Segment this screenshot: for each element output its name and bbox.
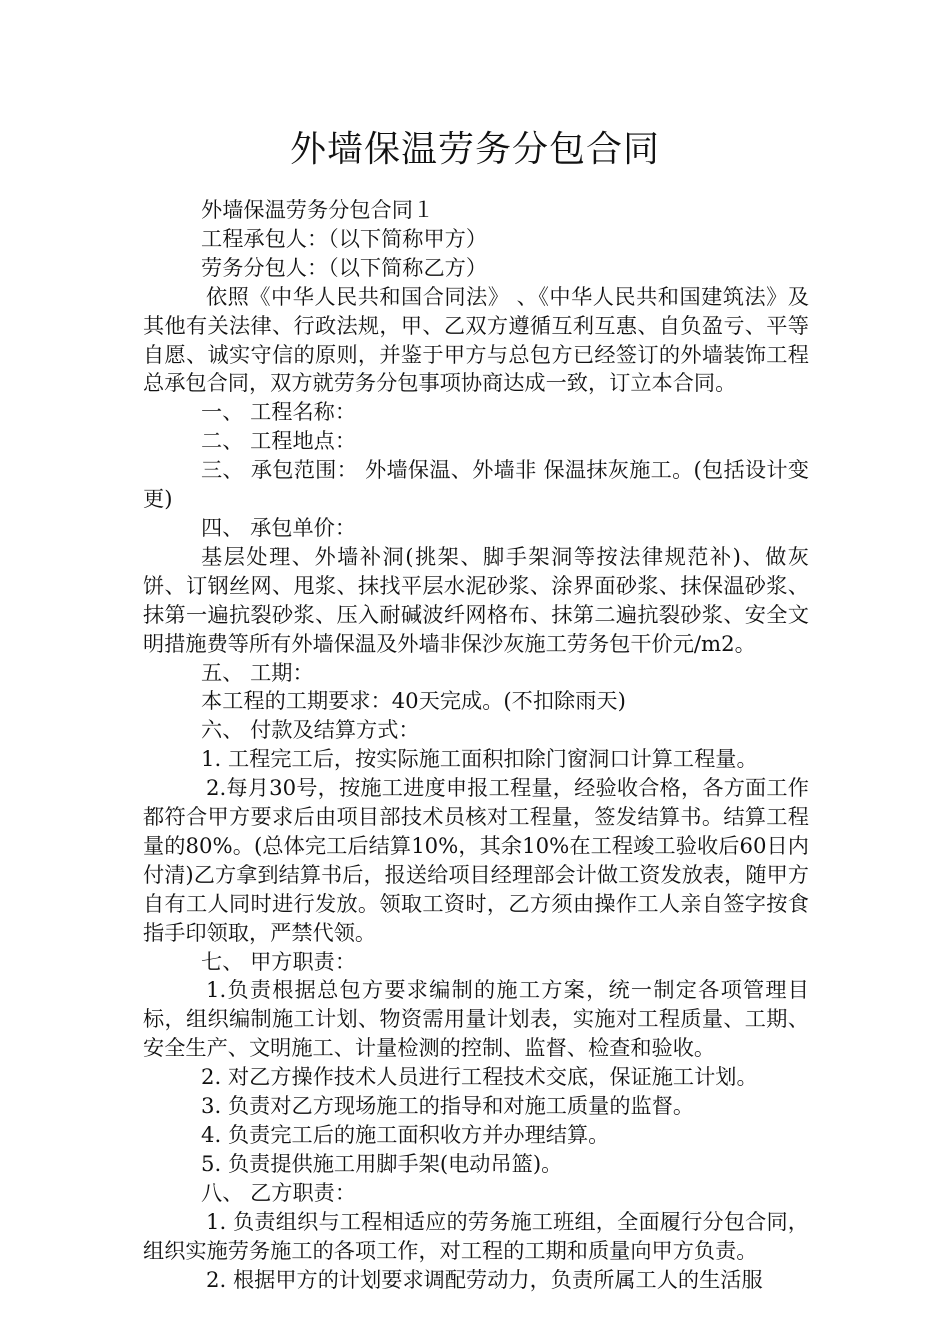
list-item-party-a-5: 5. 负责提供施工用脚手架(电动吊篮)。 (201, 1150, 563, 1176)
section-heading-5: 五、 工期： (201, 659, 314, 685)
list-item-payment-1: 1. 工程完工后，按实际施工面积扣除门窗洞口计算工程量。 (201, 746, 758, 772)
list-item-party-a-2: 2. 对乙方操作技术人员进行工程技术交底，保证施工计划。 (201, 1064, 758, 1090)
paragraph-contractor: 工程承包人：（以下简称甲方） (201, 225, 488, 251)
section-heading-6: 六、 付款及结算方式： (201, 717, 420, 743)
paragraph-subcontractor: 劳务分包人：（以下简称乙方） (201, 254, 488, 280)
list-item-payment-2: 2.每月30号，按施工进度申报工程量，经验收合格，各方面工作都符合甲方要求后由项目部技术员核对工程量，签发结算书。结算工程量的80%。(总体完工后结算10%，其余10%在工程竣工验收后60日内付清)乙方拿到结算书后，报送给项目经理部会计做工资发放表，随甲方自有工人同时进行发放。领取工资时，乙方须由操作工人亲自签字按食指手印领取，严禁代领。 (143, 775, 809, 945)
section-heading-3: 三、 承包范围： 外墙保温、外墙非 保温抹灰施工。(包括设计变更) (143, 457, 809, 512)
section-heading-7: 七、 甲方职责： (201, 948, 357, 974)
paragraph-duration: 本工程的工期要求：40天完成。(不扣除雨天) (201, 688, 626, 714)
list-item-party-a-4: 4. 负责完工后的施工面积收方并办理结算。 (201, 1122, 610, 1147)
list-item-party-a-1: 1.负责根据总包方要求编制的施工方案，统一制定各项管理目标，组织编制施工计划、物资需用量计划表，实施对工程质量、工期、安全生产、文明施工、计量检测的控制、监督、检查和验收。 (143, 977, 809, 1061)
document-title: 外墙保温劳务分包合同 (289, 129, 660, 170)
document-body (143, 196, 809, 1294)
section-heading-1: 一、 工程名称： (201, 399, 357, 425)
list-item-party-a-3: 3. 负责对乙方现场施工的指导和对施工质量的监督。 (201, 1093, 695, 1119)
section-heading-2: 二、 工程地点： (201, 428, 357, 454)
list-item-party-b-2: 2. 根据甲方的计划要求调配劳动力，负责所属工人的生活服 (206, 1266, 763, 1292)
section-heading-8: 八、 乙方职责： (201, 1179, 357, 1205)
section-heading-4: 四、 承包单价： (201, 514, 357, 540)
paragraph-unit-price: 基层处理、外墙补洞(挑架、脚手架洞等按法律规范补)、做灰饼、订钢丝网、甩浆、抹找平层水泥砂浆、涂界面砂浆、抹保温砂浆、抹第一遍抗裂砂浆、压入耐碱波纤网格布、抹第二遍抗裂砂浆、安全文明措施费等所有外墙保温及外墙非保沙灰施工劳务包干价元/m2。 (143, 543, 809, 656)
paragraph-preamble: 依照《中华人民共和国合同法》 、《中华人民共和国建筑法》及其他有关法律、行政法规，甲、乙双方遵循互利互惠、自负盈亏、平等自愿、诚实守信的原则，并鉴于甲方与总包方已经签订的外墙装饰工程总承包合同，双方就劳务分包事项协商达成一致，订立本合同。 (143, 283, 809, 396)
paragraph-subtitle: 外墙保温劳务分包合同１ (201, 197, 435, 222)
list-item-party-b-1: 1. 负责组织与工程相适应的劳务施工班组，全面履行分包合同，组织实施劳务施工的各项工作，对工程的工期和质量向甲方负责。 (143, 1208, 809, 1263)
